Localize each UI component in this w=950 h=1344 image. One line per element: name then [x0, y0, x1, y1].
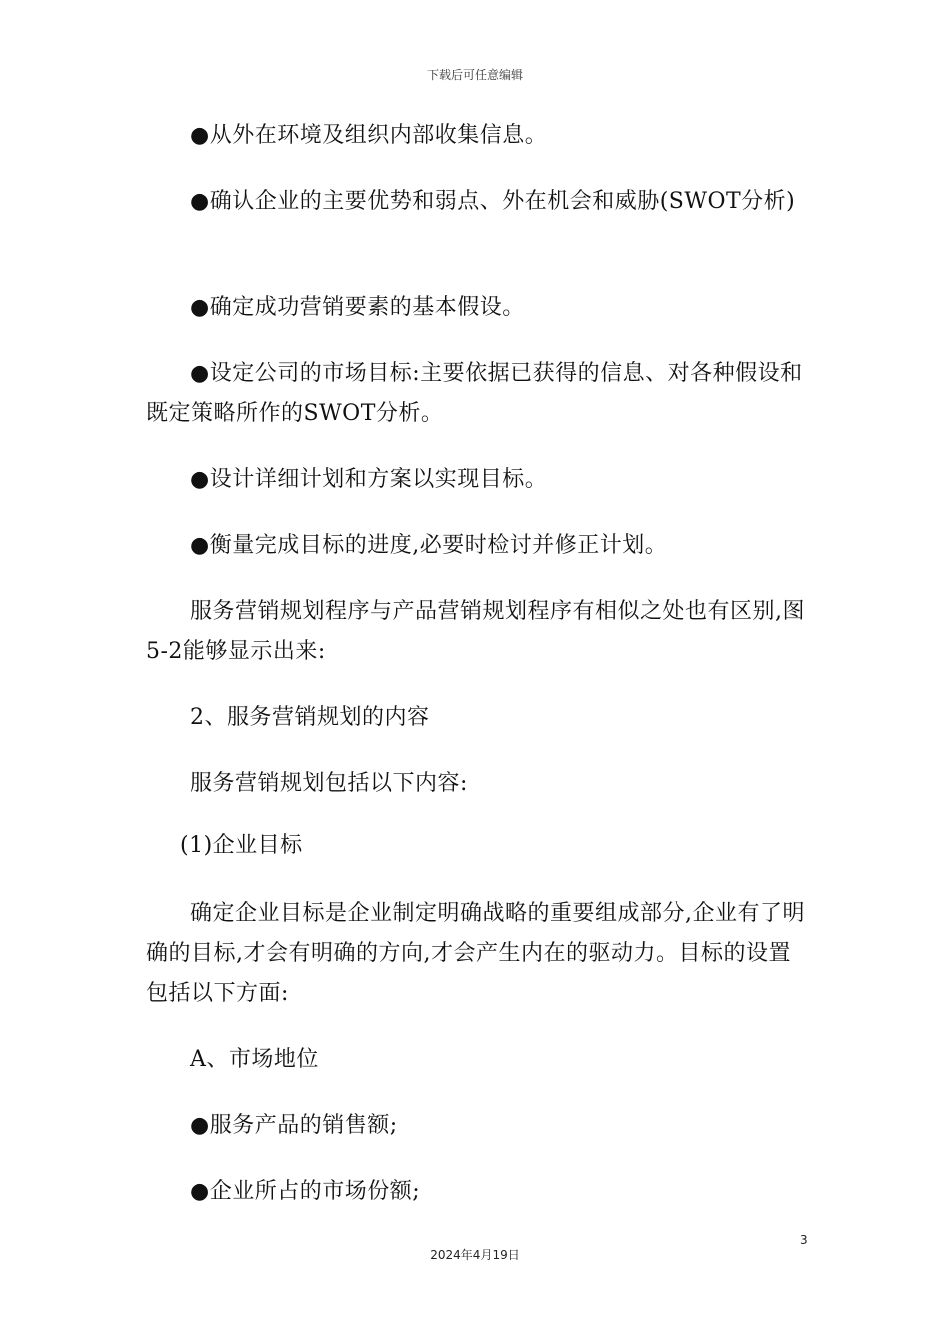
bullet-detailed-plan: ●设计详细计划和方案以实现目标。 [190, 467, 548, 492]
paragraph-goal-setting: 确定企业目标是企业制定明确战略的重要组成部分,企业有了明确的目标,才会有明确的方向,才会产生内在的驱动力。目标的设置包括以下方面: [146, 901, 805, 1006]
bullet-swot: ●确认企业的主要优势和弱点、外在机会和威胁(SWOT分析) [190, 189, 796, 214]
item-market-position: A、市场地位 [190, 1047, 319, 1072]
paragraph-includes: 服务营销规划包括以下内容: [190, 771, 468, 796]
bullet-assumptions: ●确定成功营销要素的基本假设。 [190, 295, 525, 320]
page-number: 3 [800, 1233, 808, 1247]
paragraph-planning-difference: 服务营销规划程序与产品营销规划程序有相似之处也有区别,图5-2能够显示出来: [146, 599, 805, 664]
bullet-market-share: ●企业所占的市场份额; [190, 1179, 421, 1204]
bullet-measure-progress: ●衡量完成目标的进度,必要时检讨并修正计划。 [190, 533, 668, 558]
footer-date: 2024年4月19日 [430, 1248, 520, 1262]
subheading-enterprise-goals: (1)企业目标 [180, 833, 303, 858]
page-header: 下载后可任意编辑 [426, 68, 523, 82]
bullet-collect-info: ●从外在环境及组织内部收集信息。 [190, 123, 548, 148]
section-heading-contents: 2、服务营销规划的内容 [190, 705, 430, 730]
bullet-market-goals: ●设定公司的市场目标:主要依据已获得的信息、对各种假设和既定策略所作的SWOT分析。 [146, 361, 803, 426]
bullet-sales-volume: ●服务产品的销售额; [190, 1113, 398, 1138]
